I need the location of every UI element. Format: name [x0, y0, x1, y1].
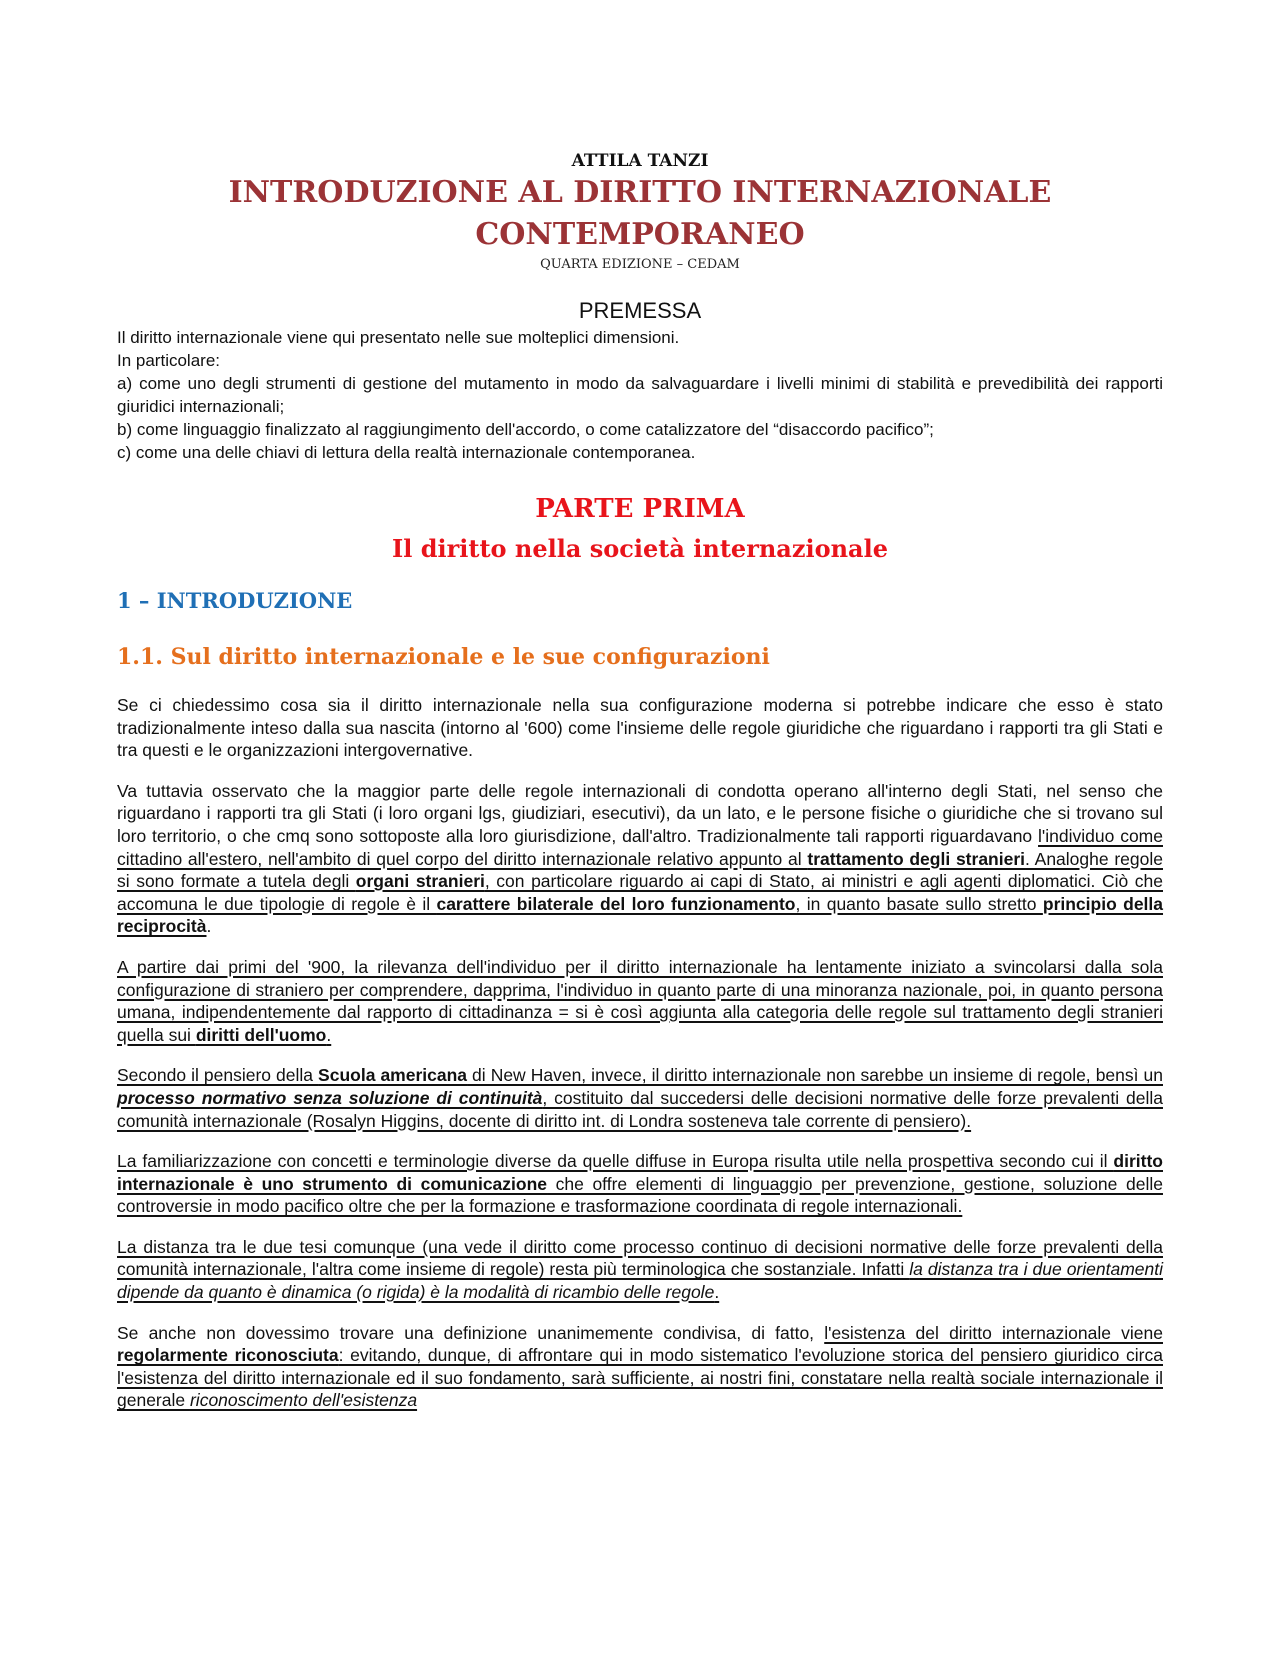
p7-text-a: Se anche non dovessimo trovare una definizione unanimemente condivisa, di fatto,	[117, 1322, 825, 1343]
p4-text-b: di New Haven, invece, il diritto internazionale non sarebbe un insieme di regole, bensì un	[467, 1065, 1163, 1086]
p2-text-e: , in quanto basate sullo stretto	[795, 893, 1043, 914]
edition-line: QUARTA EDIZIONE – CEDAM	[540, 257, 740, 272]
p2-bold-2: organi stranieri	[355, 871, 485, 892]
premessa-text	[117, 326, 1163, 464]
p3-text-b: .	[326, 1024, 332, 1045]
book-title-line-2: CONTEMPORANEO	[475, 217, 805, 252]
p6-underlined	[117, 1237, 1163, 1302]
book-title	[117, 172, 1163, 256]
p7-italic: riconoscimento dell'esistenza	[189, 1390, 418, 1411]
p2-bold-1: trattamento degli stranieri	[807, 848, 1026, 869]
book-title-line-1: INTRODUZIONE AL DIRITTO INTERNAZIONALE	[228, 175, 1052, 210]
section-heading: 1.1. Sul diritto internazionale e le sue configurazioni	[117, 644, 770, 670]
paragraph-1-text: Se ci chiedessimo cosa sia il diritto internazionale nella sua configurazione moderna si potrebbe indicare che esso è stato tradizionalmente inteso dalla sua nascita (intorno al '600) come l'insieme delle regole giuridiche che riguardano i rapporti tra gli Stati e tra questi e le organizzazioni intergovernative.	[117, 695, 1163, 761]
p4-bold-italic: processo normativo senza soluzione di continuità	[117, 1087, 543, 1108]
document-page	[117, 150, 1163, 1430]
p2-text-c: . Analoghe regole si sono formate a tutela degli	[117, 848, 1163, 892]
p4-underlined	[117, 1065, 1163, 1130]
p2-text-f: .	[206, 916, 212, 937]
p4-text-c: , costituito dal succedersi delle decisioni normative delle forze prevalenti della comunità internazionale (Rosalyn Higgins, docente di diritto int. di Londra sosteneva tale corrente di pensiero).	[117, 1087, 1163, 1131]
premessa-line: b) come linguaggio finalizzato al raggiungimento dell'accordo, o come catalizzatore del “disaccordo pacifico”;	[117, 420, 934, 439]
paragraph-3	[117, 956, 1163, 1046]
p6-text-a: La distanza tra le due tesi comunque (una vede il diritto come processo continuo di decisioni normative delle forze prevalenti della comunità internazionale, l'altra come insieme di regole) resta più terminologica che sostanziale. Infatti	[117, 1236, 1163, 1280]
p2-bold-3: carattere bilaterale del loro funzionamento	[436, 893, 796, 914]
p4-text-a: Secondo il pensiero della	[117, 1065, 319, 1086]
premessa-line: a) come uno degli strumenti di gestione del mutamento in modo da salvaguardare i livelli minimi di stabilità e prevedibilità dei rapporti giuridici internazionali;	[117, 374, 1163, 416]
p5-text-b: che offre elementi di linguaggio per prevenzione, gestione, soluzione delle controversie in modo pacifico oltre che per la formazione e trasformazione coordinata di regole internazionali.	[117, 1173, 1163, 1217]
p3-bold: diritti dell'uomo	[195, 1024, 327, 1045]
premessa-heading: PREMESSA	[578, 298, 702, 323]
author-name: ATTILA TANZI	[571, 151, 709, 171]
p6-text-b: .	[714, 1282, 720, 1303]
p6-italic: la distanza tra i due orientamenti dipende da quanto è dinamica (o rigida) è la modalità di ricambio delle regole	[117, 1259, 1163, 1303]
paragraph-7	[117, 1322, 1163, 1412]
paragraph-1	[117, 694, 1163, 762]
p5-bold: diritto internazionale è uno strumento di comunicazione	[117, 1151, 1163, 1194]
p7-text-b: l'esistenza del diritto internazionale viene	[824, 1322, 1163, 1343]
p3-underlined	[117, 957, 1163, 1045]
chapter-heading: 1 – INTRODUZIONE	[117, 588, 353, 613]
p2-text-b: l'individuo come cittadino all'estero, nell'ambito di quel corpo del diritto internazionale relativo appunto al	[117, 825, 1163, 869]
premessa-line: In particolare:	[117, 351, 220, 370]
p7-text-c: : evitando, dunque, di affrontare qui in modo sistematico l'evoluzione storica del pensiero giuridico circa l'esistenza del diritto internazionale ed il suo fondamento, sarà sufficiente, ai nostri fini, constatare nella realtà sociale internazionale il generale	[117, 1345, 1163, 1411]
p2-bold-4: principio della reciprocità	[117, 893, 1164, 937]
paragraph-2	[117, 780, 1163, 938]
part-subtitle: Il diritto nella società internazionale	[392, 534, 888, 563]
premessa-line: Il diritto internazionale viene qui presentato nelle sue molteplici dimensioni.	[117, 328, 680, 347]
premessa-line: c) come una delle chiavi di lettura della realtà internazionale contemporanea.	[117, 443, 696, 462]
p2-text-a: Va tuttavia osservato che la maggior parte delle regole internazionali di condotta operano all'interno degli Stati, nel senso che riguardano i rapporti tra gli Stati (i loro organi lgs, giudiziari, esecutivi), da un lato, e le persone fisiche o giuridiche che si trovano sul loro territorio, o che cmq sono sottoposte alla loro giurisdizione, dall'altro. Tradizionalmente tali rapporti riguardavano	[117, 780, 1163, 846]
paragraph-5	[117, 1150, 1163, 1218]
part-title: PARTE PRIMA	[535, 494, 745, 524]
paragraph-4	[117, 1064, 1163, 1132]
p7-bold: regolarmente riconosciuta	[117, 1345, 339, 1366]
p2-text-d: , con particolare riguardo ai capi di Stato, ai ministri e agli agenti diplomatici. Ciò che accomuna le due tipologie di regole è il	[117, 871, 1163, 914]
p4-bold: Scuola americana	[318, 1065, 468, 1086]
p5-text-a: La familiarizzazione con concetti e terminologie diverse da quelle diffuse in Europa risulta utile nella prospettiva secondo cui il	[117, 1151, 1114, 1172]
p5-underlined	[117, 1151, 1163, 1216]
paragraph-6	[117, 1236, 1163, 1304]
p3-text-a: A partire dai primi del '900, la rilevanza dell'individuo per il diritto internazionale ha lentamente iniziato a svincolarsi dalla sola configurazione di straniero per comprendere, dapprima, l'individuo in quanto parte di una minoranza nazionale, poi, in quanto persona umana, indipendentemente dal rapporto di cittadinanza = si è così aggiunta alla categoria delle regole sul trattamento degli stranieri quella sui	[117, 956, 1163, 1045]
